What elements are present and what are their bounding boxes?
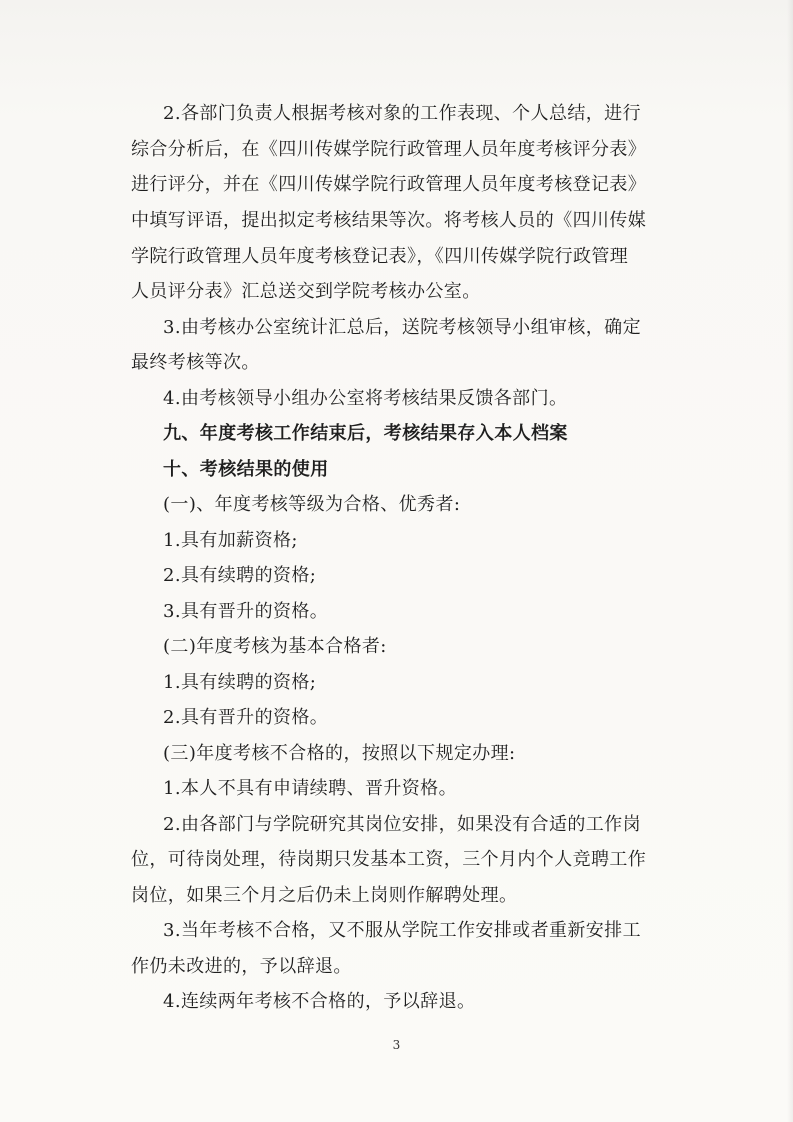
subsection-1-item-1: 1.具有加薪资格; bbox=[163, 530, 298, 551]
section-ten-heading: 十、考核结果的使用 bbox=[163, 459, 329, 480]
subsection-3-heading: (三)年度考核不合格的，按照以下规定办理: bbox=[163, 743, 516, 764]
subsection-1-heading: (一)、年度考核等级为合格、优秀者: bbox=[163, 494, 461, 515]
page-number: 3 bbox=[392, 1038, 401, 1052]
subsection-3-item-3-line-1: 3.当年考核不合格，又不服从学院工作安排或者重新安排工 bbox=[163, 920, 641, 941]
subsection-2-item-1: 1.具有续聘的资格; bbox=[163, 672, 317, 693]
subsection-3-item-4: 4.连续两年考核不合格的，予以辞退。 bbox=[163, 991, 476, 1012]
paragraph-2-line-6: 人员评分表》汇总送交到学院考核办公室。 bbox=[131, 281, 481, 302]
paragraph-2-line-1: 2.各部门负责人根据考核对象的工作表现、个人总结，进行 bbox=[163, 103, 641, 124]
section-nine-heading: 九、年度考核工作结束后，考核结果存入本人档案 bbox=[163, 423, 568, 444]
paragraph-2-line-4: 中填写评语，提出拟定考核结果等次。将考核人员的《四川传媒 bbox=[131, 210, 647, 231]
paragraph-2-line-3: 进行评分，并在《四川传媒学院行政管理人员年度考核登记表》 bbox=[131, 174, 647, 195]
paragraph-3-line-2: 最终考核等次。 bbox=[131, 352, 260, 373]
subsection-2-heading: (二)年度考核为基本合格者: bbox=[163, 636, 387, 657]
subsection-3-item-2-line-1: 2.由各部门与学院研究其岗位安排，如果没有合适的工作岗 bbox=[163, 814, 641, 835]
subsection-1-item-2: 2.具有续聘的资格; bbox=[163, 565, 317, 586]
scan-edge-shadow bbox=[787, 0, 793, 1122]
subsection-2-item-2: 2.具有晋升的资格。 bbox=[163, 707, 329, 728]
subsection-3-item-2-line-2: 位，可待岗处理，待岗期只发基本工资，三个月内个人竞聘工作 bbox=[131, 849, 647, 870]
paragraph-4: 4.由考核领导小组办公室将考核结果反馈各部门。 bbox=[163, 388, 568, 409]
subsection-3-item-3-line-2: 作仍未改进的，予以辞退。 bbox=[131, 956, 352, 977]
subsection-3-item-2-line-3: 岗位，如果三个月之后仍未上岗则作解聘处理。 bbox=[131, 885, 518, 906]
paragraph-3-line-1: 3.由考核办公室统计汇总后，送院考核领导小组审核，确定 bbox=[163, 317, 641, 338]
paragraph-2-line-5: 学院行政管理人员年度考核登记表》，《四川传媒学院行政管理 bbox=[131, 246, 629, 267]
paragraph-2-line-2: 综合分析后，在《四川传媒学院行政管理人员年度考核评分表》 bbox=[131, 139, 647, 160]
subsection-3-item-1: 1.本人不具有申请续聘、晋升资格。 bbox=[163, 778, 457, 799]
subsection-1-item-3: 3.具有晋升的资格。 bbox=[163, 601, 329, 622]
